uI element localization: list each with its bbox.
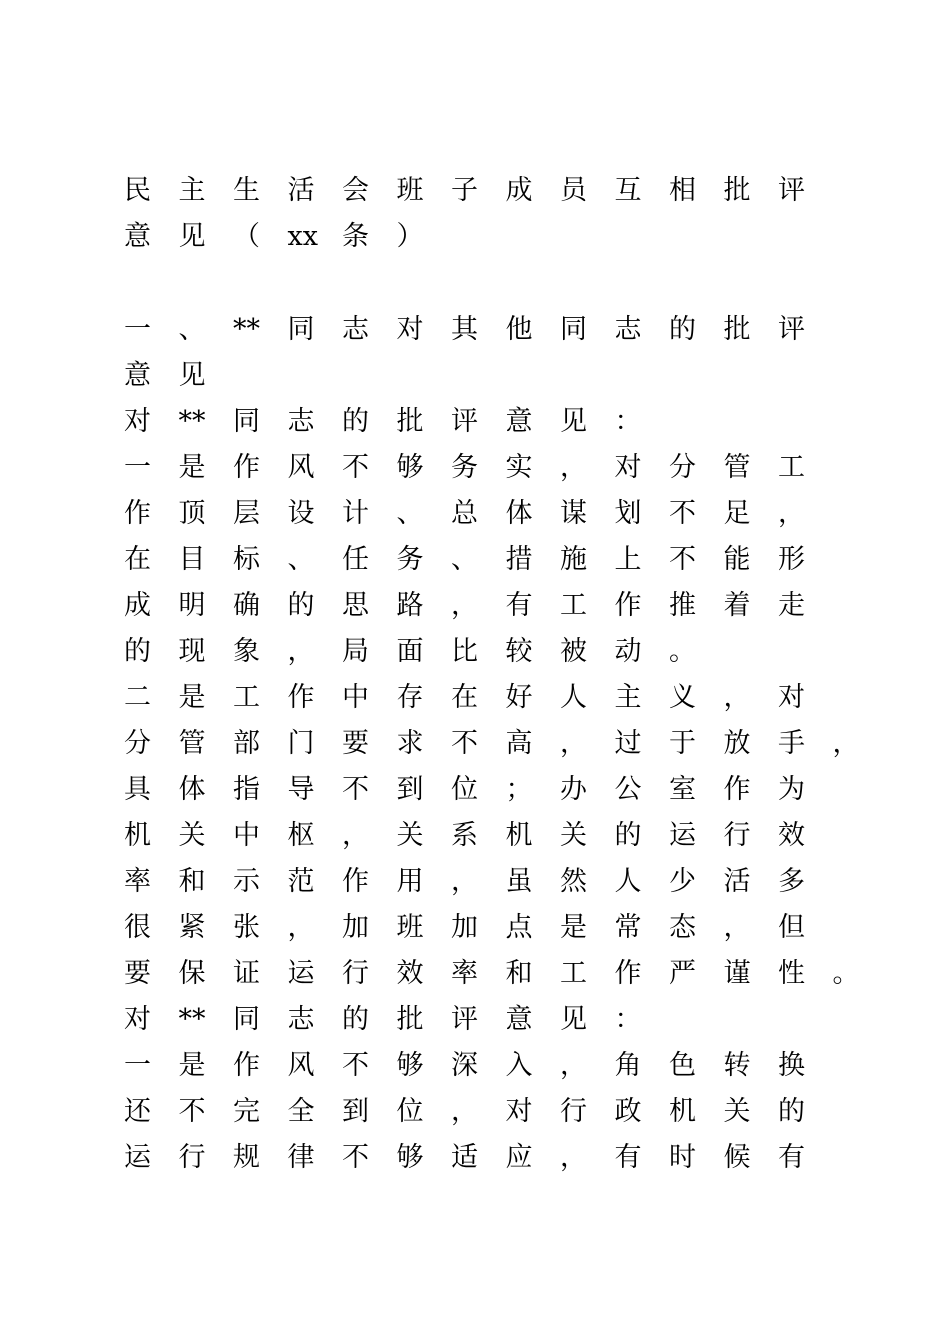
text-char: 中 [233,820,260,851]
text-char: 室 [669,774,696,805]
text-char: 设 [287,498,315,529]
text-char: 部 [233,728,260,759]
text-char: 子 [451,175,478,206]
text-char: 意 [505,406,533,437]
text-char: 人 [614,866,642,897]
text-char: 为 [778,774,805,805]
text-char: 路 [396,590,424,621]
text-char: 够 [396,1142,424,1173]
text-char: 面 [396,636,424,667]
text-char: 作 [723,774,751,805]
text-char: 、 [178,314,206,345]
text-char: 放 [723,728,751,759]
text-char: ） [396,221,424,252]
text-char: 工 [560,590,587,621]
text-char: 其 [451,314,478,345]
text-char: 成 [505,175,533,206]
text-char: 推 [669,590,696,621]
text-char: 入 [505,1050,533,1081]
text-char: 工 [778,452,805,483]
text-char: 局 [342,636,369,667]
text-char: 枢 [287,820,315,851]
text-char: ， [723,682,751,713]
text-char: 要 [124,958,151,989]
text-char: 一 [124,452,151,483]
text-char: 位 [451,774,478,805]
text-char: 的 [614,820,642,851]
text-char: 主 [178,175,206,206]
text-char: ， [451,1096,478,1127]
text-char: 象 [233,636,260,667]
text-char: 现 [178,636,206,667]
text-char: ** [178,1004,206,1035]
text-char: ， [778,498,805,529]
text-char: 批 [396,1004,424,1035]
text-char: 同 [287,314,315,345]
text-char: 是 [178,452,206,483]
text-char: 系 [451,820,478,851]
text-char: 。 [832,958,860,989]
text-char: 形 [778,544,805,575]
text-char: 一 [124,314,151,345]
text-char: 机 [505,820,533,851]
text-char: 意 [124,221,151,252]
text-char: 相 [669,175,696,206]
text-char: 在 [124,544,151,575]
text-char: 性 [778,958,805,989]
text-char: 在 [451,682,478,713]
text-char: 志 [614,314,642,345]
text-char: 意 [505,1004,533,1035]
text-char: 、 [396,498,424,529]
text-char: xx [287,221,318,252]
text-char: 计 [342,498,369,529]
text-char: 很 [124,912,151,943]
text-char: 评 [778,175,805,206]
text-char: 关 [396,820,424,851]
text-char: 同 [560,314,587,345]
text-char: 志 [287,406,315,437]
text-char: 划 [614,498,642,529]
text-char: 是 [178,682,206,713]
text-char: 加 [451,912,478,943]
text-char: 确 [233,590,260,621]
text-char: ， [560,728,587,759]
text-char: 到 [396,774,424,805]
text-char: 主 [614,682,642,713]
text-char: 全 [287,1096,315,1127]
text-char: 作 [233,1050,260,1081]
text-char: 体 [178,774,206,805]
text-char: 深 [451,1050,478,1081]
text-char: 位 [396,1096,424,1127]
text-char: ， [451,590,478,621]
text-char: 作 [124,498,151,529]
text-char: 谨 [723,958,751,989]
text-char: 应 [505,1142,533,1173]
text-char: 高 [505,728,533,759]
text-char: 常 [614,912,642,943]
text-char: 风 [287,452,315,483]
text-char: 活 [723,866,751,897]
text-char: 是 [178,1050,206,1081]
text-char: 。 [669,636,696,667]
text-char: 班 [396,175,424,206]
text-char: 转 [723,1050,751,1081]
text-char: 评 [451,406,478,437]
text-char: 不 [342,452,369,483]
text-char: 务 [451,452,478,483]
text-char: 和 [178,866,206,897]
text-char: 关 [178,820,206,851]
text-char: 到 [342,1096,369,1127]
text-char: 行 [723,820,751,851]
text-char: 运 [287,958,315,989]
text-char: 张 [233,912,260,943]
text-char: 严 [669,958,696,989]
text-char: 作 [233,452,260,483]
text-char: 态 [669,912,696,943]
text-char: 标 [233,544,260,575]
text-char: 紧 [178,912,206,943]
text-char: 求 [396,728,424,759]
text-char: ** [178,406,206,437]
text-char: 具 [124,774,151,805]
text-char: 率 [124,866,151,897]
text-char: ， [287,636,315,667]
text-char: 律 [287,1142,315,1173]
text-char: 民 [124,175,151,206]
text-char: ， [451,866,478,897]
text-char: 政 [614,1096,642,1127]
text-char: 成 [124,590,151,621]
text-char: 批 [396,406,424,437]
text-char: 行 [342,958,369,989]
text-char: ** [233,314,260,345]
text-char: 总 [451,498,478,529]
text-char: 见 [560,1004,587,1035]
text-char: 还 [124,1096,151,1127]
text-char: 不 [342,774,369,805]
text-char: 目 [178,544,206,575]
text-char: 公 [614,774,642,805]
text-char: 证 [233,958,260,989]
text-char: 体 [505,498,533,529]
text-char: 有 [614,1142,642,1173]
text-char: 作 [287,682,315,713]
text-char: 对 [124,1004,151,1035]
text-char: ， [560,1050,587,1081]
text-char: 一 [124,1050,151,1081]
text-char: 层 [233,498,260,529]
text-char: 虽 [505,866,533,897]
text-char: 见 [560,406,587,437]
text-char: 的 [669,314,696,345]
text-char: 够 [396,452,424,483]
text-char: 不 [669,544,696,575]
text-char: 不 [178,1096,206,1127]
text-char: 同 [233,406,260,437]
text-char: 要 [342,728,369,759]
text-char: 意 [124,360,151,391]
text-char: ： [614,406,642,437]
text-char: ； [505,774,533,805]
text-char: 色 [669,1050,696,1081]
text-char: 过 [614,728,642,759]
text-char: 互 [614,175,642,206]
text-char: 生 [233,175,260,206]
text-char: 志 [287,1004,315,1035]
text-char: 有 [778,1142,805,1173]
text-char: 好 [505,682,533,713]
text-char: 作 [614,590,642,621]
text-char: 和 [505,958,533,989]
text-char: 中 [342,682,369,713]
text-char: 不 [342,1142,369,1173]
text-char: 施 [560,544,587,575]
text-char: 作 [342,866,369,897]
text-char: 会 [342,175,369,206]
text-char: 义 [669,682,696,713]
text-char: 角 [614,1050,642,1081]
text-char: 顶 [178,498,206,529]
text-char: 能 [723,544,751,575]
text-char: ， [723,912,751,943]
text-char: 保 [178,958,206,989]
text-char: 多 [778,866,805,897]
text-char: 点 [505,912,533,943]
text-char: 的 [342,406,369,437]
text-char: 然 [560,866,587,897]
text-char: 评 [451,1004,478,1035]
text-char: 候 [723,1142,751,1173]
text-char: 足 [723,498,751,529]
text-char: 较 [505,636,533,667]
text-char: 着 [723,590,751,621]
text-char: 、 [287,544,315,575]
text-char: 实 [505,452,533,483]
text-char: 示 [233,866,260,897]
text-char: 适 [451,1142,478,1173]
text-char: 被 [560,636,587,667]
text-char: 的 [778,1096,805,1127]
text-char: 运 [669,820,696,851]
text-char: 工 [560,958,587,989]
text-char: 班 [396,912,424,943]
text-char: 加 [342,912,369,943]
text-char: 谋 [560,498,587,529]
text-char: 有 [505,590,533,621]
text-char: ， [342,820,369,851]
text-char: 于 [669,728,696,759]
text-char: 对 [614,452,642,483]
text-char: 分 [669,452,696,483]
text-char: 分 [124,728,151,759]
text-char: 批 [723,175,751,206]
text-char: 关 [560,820,587,851]
text-char: 运 [124,1142,151,1173]
text-char: （ [233,221,260,252]
text-char: 换 [778,1050,805,1081]
text-char: 不 [342,1050,369,1081]
text-char: 走 [778,590,805,621]
text-char: ， [560,1142,587,1173]
text-char: 存 [396,682,424,713]
text-char: 见 [178,360,206,391]
text-char: 对 [124,406,151,437]
text-char: 指 [233,774,260,805]
text-char: 不 [451,728,478,759]
text-char: 门 [287,728,315,759]
text-char: 志 [342,314,369,345]
text-char: 管 [178,728,206,759]
text-char: 上 [614,544,642,575]
text-char: 效 [396,958,424,989]
text-char: 关 [723,1096,751,1127]
text-char: 二 [124,682,151,713]
text-char: 机 [669,1096,696,1127]
text-char: 条 [342,221,369,252]
text-char: 行 [560,1096,587,1127]
text-char: 活 [287,175,315,206]
text-char: 、 [451,544,478,575]
text-char: ， [832,728,860,759]
text-char: 员 [560,175,587,206]
text-char: 明 [178,590,206,621]
text-char: 对 [396,314,424,345]
text-char: 的 [124,636,151,667]
text-char: 办 [560,774,587,805]
text-char: 风 [287,1050,315,1081]
text-char: 务 [396,544,424,575]
text-char: 对 [505,1096,533,1127]
text-char: 他 [505,314,533,345]
text-char: 思 [342,590,369,621]
text-char: 时 [669,1142,696,1173]
text-char: 手 [778,728,805,759]
text-char: 规 [233,1142,260,1173]
text-char: 人 [560,682,587,713]
text-char: 率 [451,958,478,989]
text-char: 够 [396,1050,424,1081]
text-char: 的 [287,590,315,621]
text-char: 范 [287,866,315,897]
text-char: ： [614,1004,642,1035]
text-char: 任 [342,544,369,575]
text-char: 工 [233,682,260,713]
text-char: 动 [614,636,642,667]
text-char: 少 [669,866,696,897]
text-char: 评 [778,314,805,345]
text-char: 行 [178,1142,206,1173]
text-char: 比 [451,636,478,667]
text-char: 用 [396,866,424,897]
text-char: 对 [778,682,805,713]
text-char: 是 [560,912,587,943]
text-char: 见 [178,221,206,252]
text-char: 不 [669,498,696,529]
text-char: 的 [342,1004,369,1035]
text-char: 机 [124,820,151,851]
text-char: 但 [778,912,805,943]
text-char: ， [560,452,587,483]
text-char: 作 [614,958,642,989]
text-char: 管 [723,452,751,483]
text-char: 措 [505,544,533,575]
text-char: ， [287,912,315,943]
text-char: 批 [723,314,751,345]
text-char: 效 [778,820,805,851]
text-char: 同 [233,1004,260,1035]
text-char: 导 [287,774,315,805]
text-char: 完 [233,1096,260,1127]
